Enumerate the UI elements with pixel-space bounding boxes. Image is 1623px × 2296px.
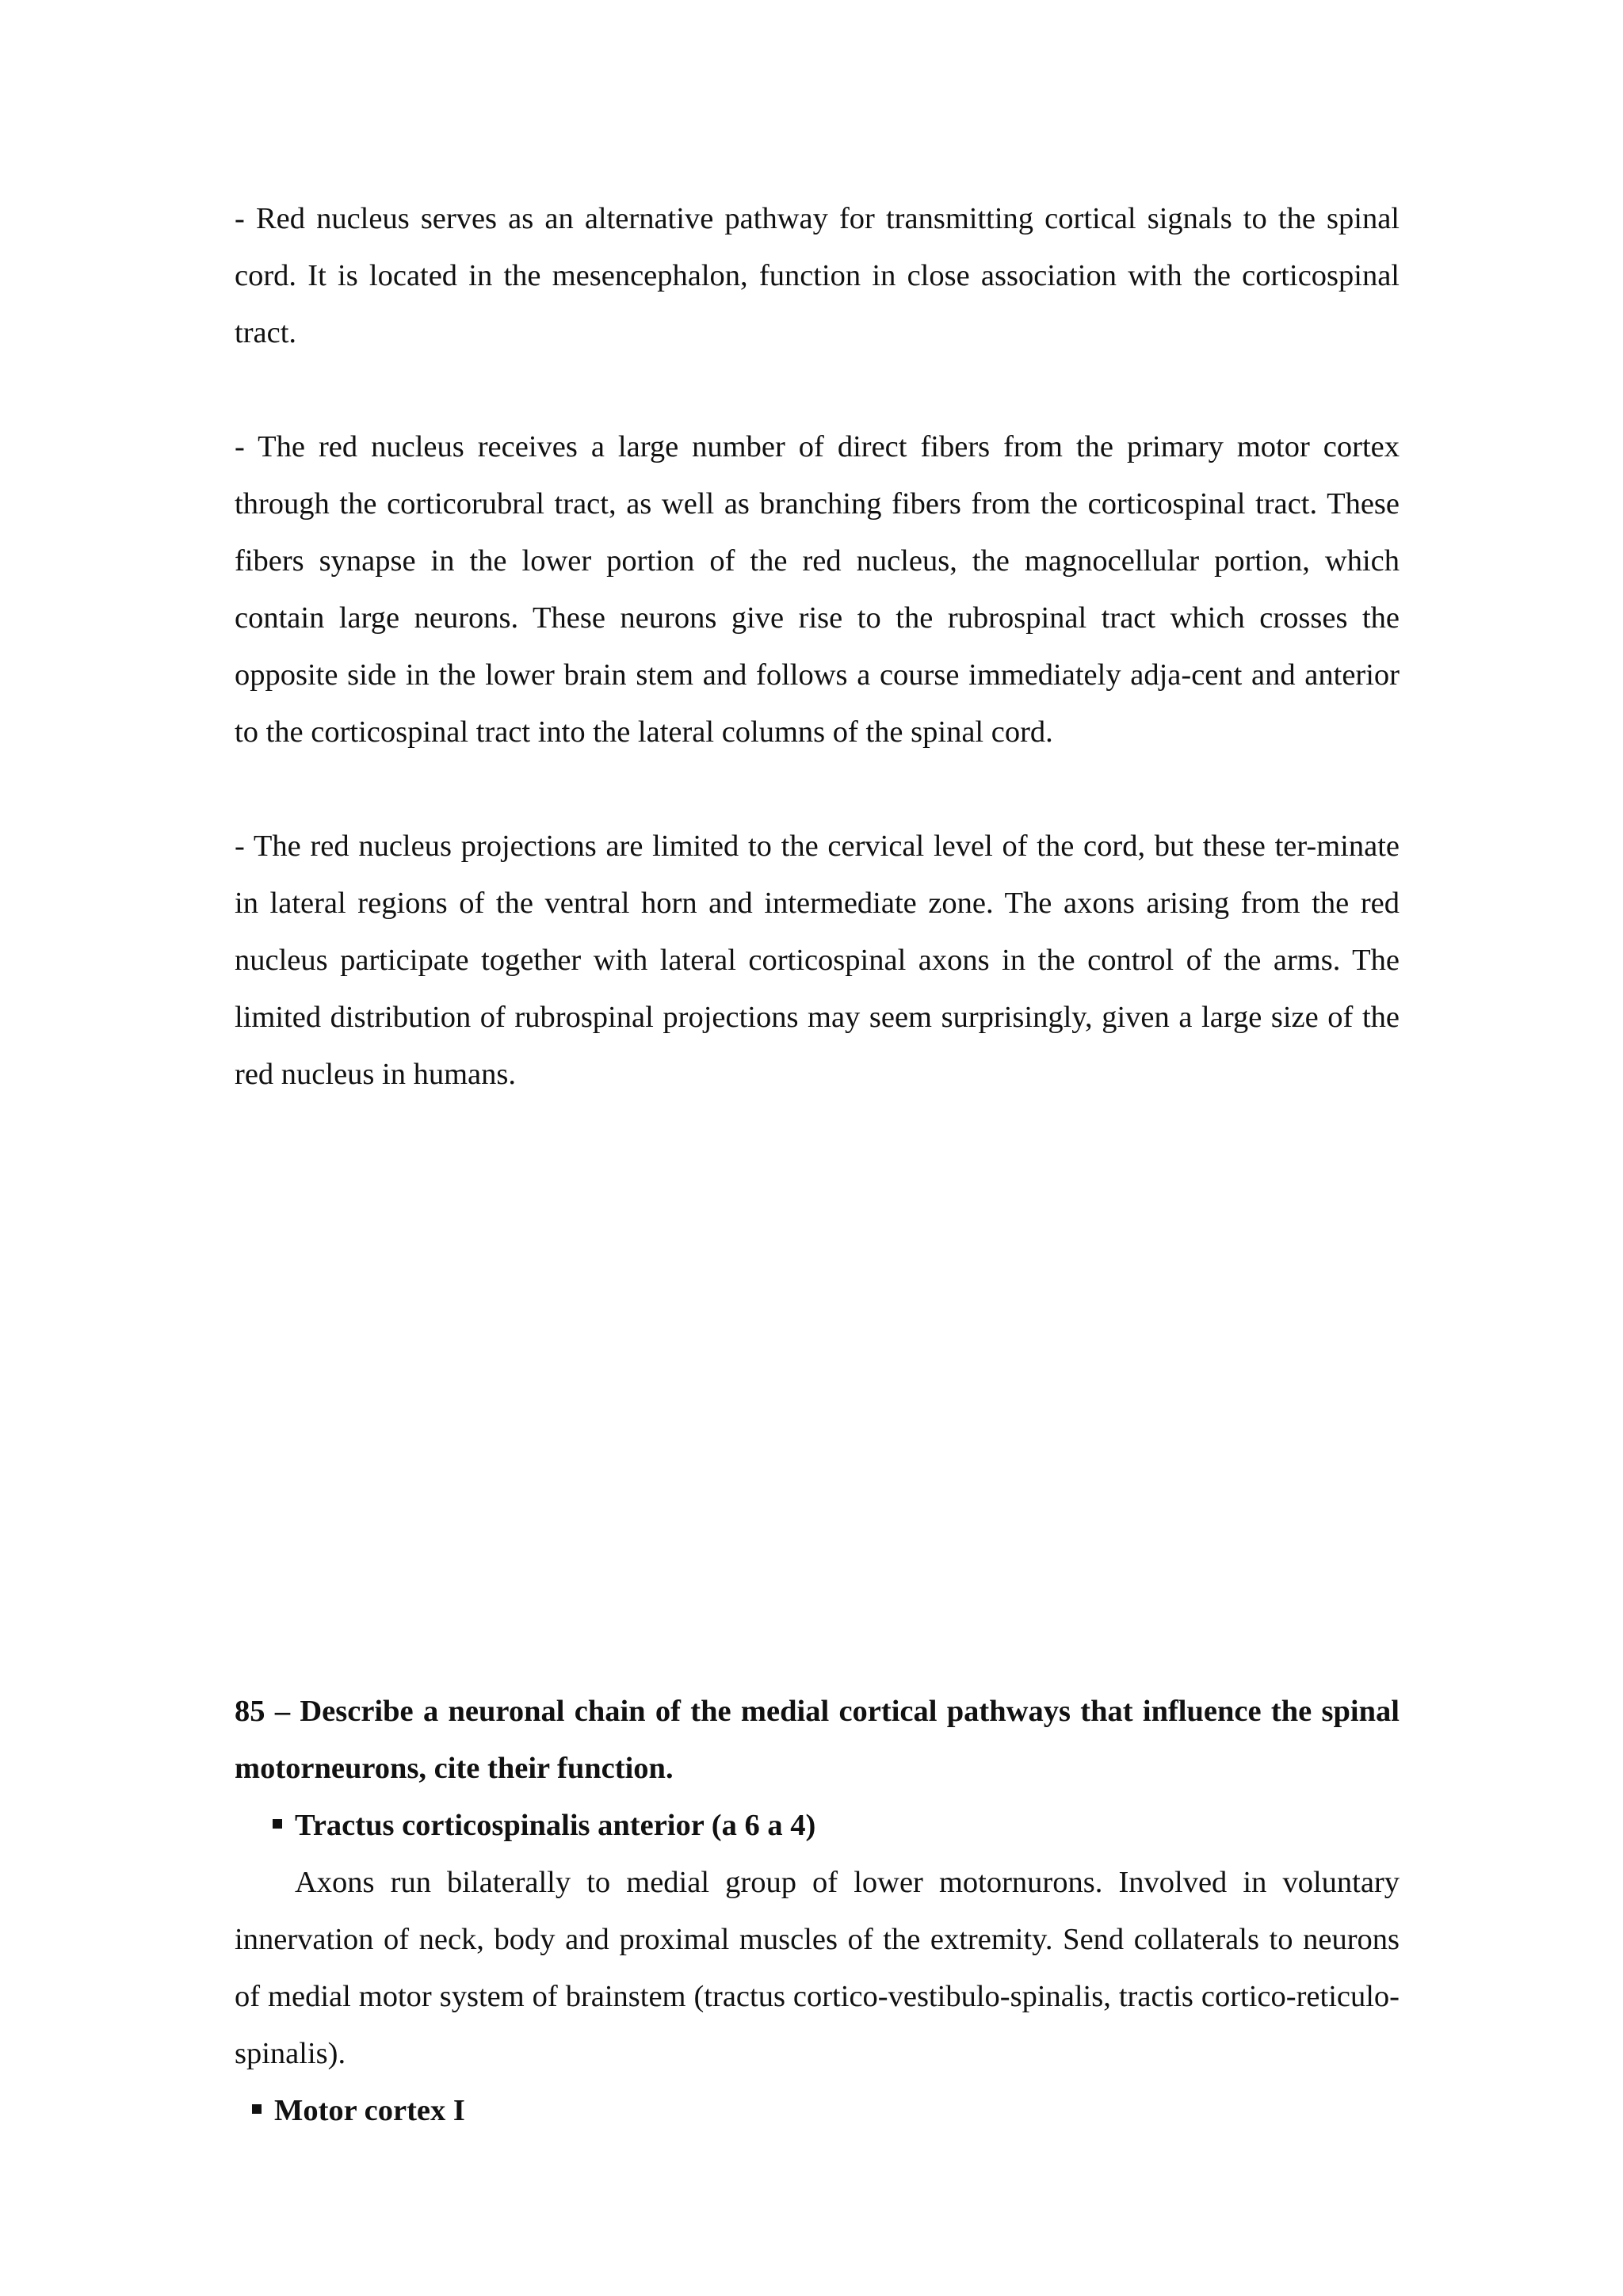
- square-bullet-icon: [252, 2104, 262, 2114]
- bullet-label: Tractus corticospinalis anterior (a 6 a 4): [295, 1809, 816, 1842]
- paragraph-spacer: [235, 761, 1400, 818]
- square-bullet-icon: [273, 1819, 282, 1829]
- paragraph-red-nucleus-projections: - The red nucleus projections are limited to the cervical level of the cord, but these ter-minate in lateral regions of the ventral horn and intermediate zone. The axons arising from the red nucleus participate together with lateral corticospinal axons in the control of the arms. The limited distribution of rubrospinal projections may seem surprisingly, given a large size of the red nucleus in humans.: [235, 830, 1400, 1091]
- blank-space: [235, 1103, 1400, 1683]
- bullet-item-tractus: [235, 1797, 1400, 1854]
- bullet-item-motor-cortex: [235, 2082, 1400, 2139]
- question-heading: 85 – Describe a neuronal chain of the medial cortical pathways that influence the spinal motorneurons, cite their function.: [235, 1695, 1400, 1785]
- document-page: [235, 190, 1400, 2139]
- paragraph-red-nucleus-intro: - Red nucleus serves as an alternative pathway for transmitting cortical signals to the spinal cord. It is located in the mesencephalon, function in close association with the corticospinal tract.: [235, 202, 1400, 349]
- paragraph-spacer: [235, 361, 1400, 418]
- bullet-description: Axons run bilaterally to medial group of lower motornurons. Involved in voluntary innervation of neck, body and proximal muscles of the extremity. Send collaterals to neurons of medial motor system of brainstem (tractus cortico-vestibulo-spinalis, tractis cortico-reticulo-spinalis).: [235, 1866, 1400, 2070]
- bullet-label: Motor cortex I: [274, 2094, 465, 2127]
- paragraph-red-nucleus-fibers: - The red nucleus receives a large number of direct fibers from the primary motor cortex through the corticorubral tract, as well as branching fibers from the corticospinal tract. These fibers synapse in the lower portion of the red nucleus, the magnocellular portion, which contain large neurons. These neurons give rise to the rubrospinal tract which crosses the opposite side in the lower brain stem and follows a course immediately adja-cent and anterior to the corticospinal tract into the lateral columns of the spinal cord.: [235, 430, 1400, 749]
